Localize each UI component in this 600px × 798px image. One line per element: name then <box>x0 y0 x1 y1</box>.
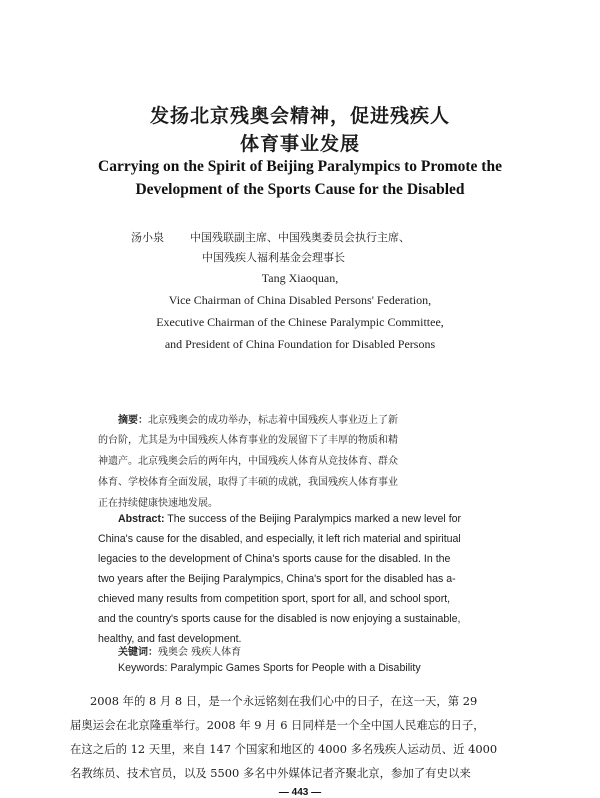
body-paragraph-line-4: 名教练员、技术官员，以及 5500 多名中外媒体记者齐聚北京，参加了有史以来 <box>70 766 471 780</box>
body-paragraph-line-1: 2008 年的 8 月 8 日，是一个永远铭刻在我们心中的日子，在这一天，第 29 <box>90 694 478 708</box>
author-role-english-line-1: Vice Chairman of China Disabled Persons' Federation, <box>168 293 432 307</box>
abstract-english-line-5: chieved many results from competition sport, sport for all, and school sport, <box>98 593 451 605</box>
abstract-english-line-7: healthy, and fast development. <box>98 633 242 645</box>
abstract-chinese-line-1 <box>118 411 533 426</box>
abstract-chinese-text: 北京残奥会的成功举办，标志着中国残疾人事业迈上了新 <box>148 415 398 426</box>
abstract-english-line-1 <box>118 513 461 525</box>
author-role-english-line-2: Executive Chairman of the Chinese Paralympic Committee, <box>156 315 444 329</box>
abstract-english-line-4: two years after the Beijing Paralympics, China's sport for the disabled has a- <box>98 573 456 585</box>
abstract-chinese-line-4: 体育、学校体育全面发展，取得了丰硕的成就，我国残疾人体育事业 <box>98 477 398 488</box>
abstract-chinese-line-2: 的台阶，尤其是为中国残疾人体育事业的发展留下了丰厚的物质和精 <box>98 435 398 446</box>
title-english-line-1: Carrying on the Spirit of Beijing Paralympics to Promote the <box>98 158 502 175</box>
abstract-english-text: The success of the Beijing Paralympics marked a new level for <box>164 513 462 525</box>
keywords-english <box>118 662 421 674</box>
abstract-chinese-line-3: 神遗产。北京残奥会后的两年内，中国残疾人体育从竞技体育、群众 <box>98 456 398 467</box>
page-number: — 443 — <box>278 787 322 798</box>
keywords-english-values: Paralympic Games Sports for People with a Disability <box>167 662 421 674</box>
keywords-english-label: Keywords: <box>118 662 168 674</box>
abstract-english-line-3: legacies to the development of China's sports cause for the disabled. In the <box>98 553 451 565</box>
author-role-chinese-line-2: 中国残疾人福利基金会理事长 <box>202 251 345 264</box>
title-english-line-2: Development of the Sports Cause for the Disabled <box>135 181 465 198</box>
author-role-english-line-3: and President of China Foundation for Disabled Persons <box>164 337 436 351</box>
keywords-chinese-values: 残奥会 残疾人体育 <box>158 647 242 658</box>
title-chinese-line-2: 体育事业发展 <box>239 133 360 155</box>
author-name-chinese: 汤小泉 <box>131 231 164 244</box>
abstract-english-label: Abstract: <box>118 513 165 525</box>
keywords-chinese-label: 关键词： <box>118 647 158 658</box>
abstract-chinese-line-5: 正在持续健康快速地发展。 <box>98 498 218 509</box>
body-paragraph-line-3: 在这之后的 12 天里，来自 147 个国家和地区的 4000 多名残疾人运动员、近 4000 <box>70 742 498 756</box>
abstract-english-line-6: and the country's sports cause for the disabled is now enjoying a sustainable, <box>98 613 461 625</box>
body-paragraph-line-2: 届奥运会在北京隆重举行。2008 年 9 月 6 日同样是一个全中国人民难忘的日子， <box>70 718 485 732</box>
abstract-chinese-label: 摘要： <box>118 415 148 426</box>
author-role-chinese-line-1: 中国残联副主席、中国残奥委员会执行主席、 <box>190 231 410 244</box>
title-chinese-line-1: 发扬北京残奥会精神，促进残疾人 <box>149 105 450 127</box>
abstract-english-line-2: China's cause for the disabled, and especially, it left rich material and spiritual <box>98 533 461 545</box>
author-name-english: Tang Xiaoquan, <box>261 271 339 285</box>
keywords-chinese <box>118 643 241 658</box>
